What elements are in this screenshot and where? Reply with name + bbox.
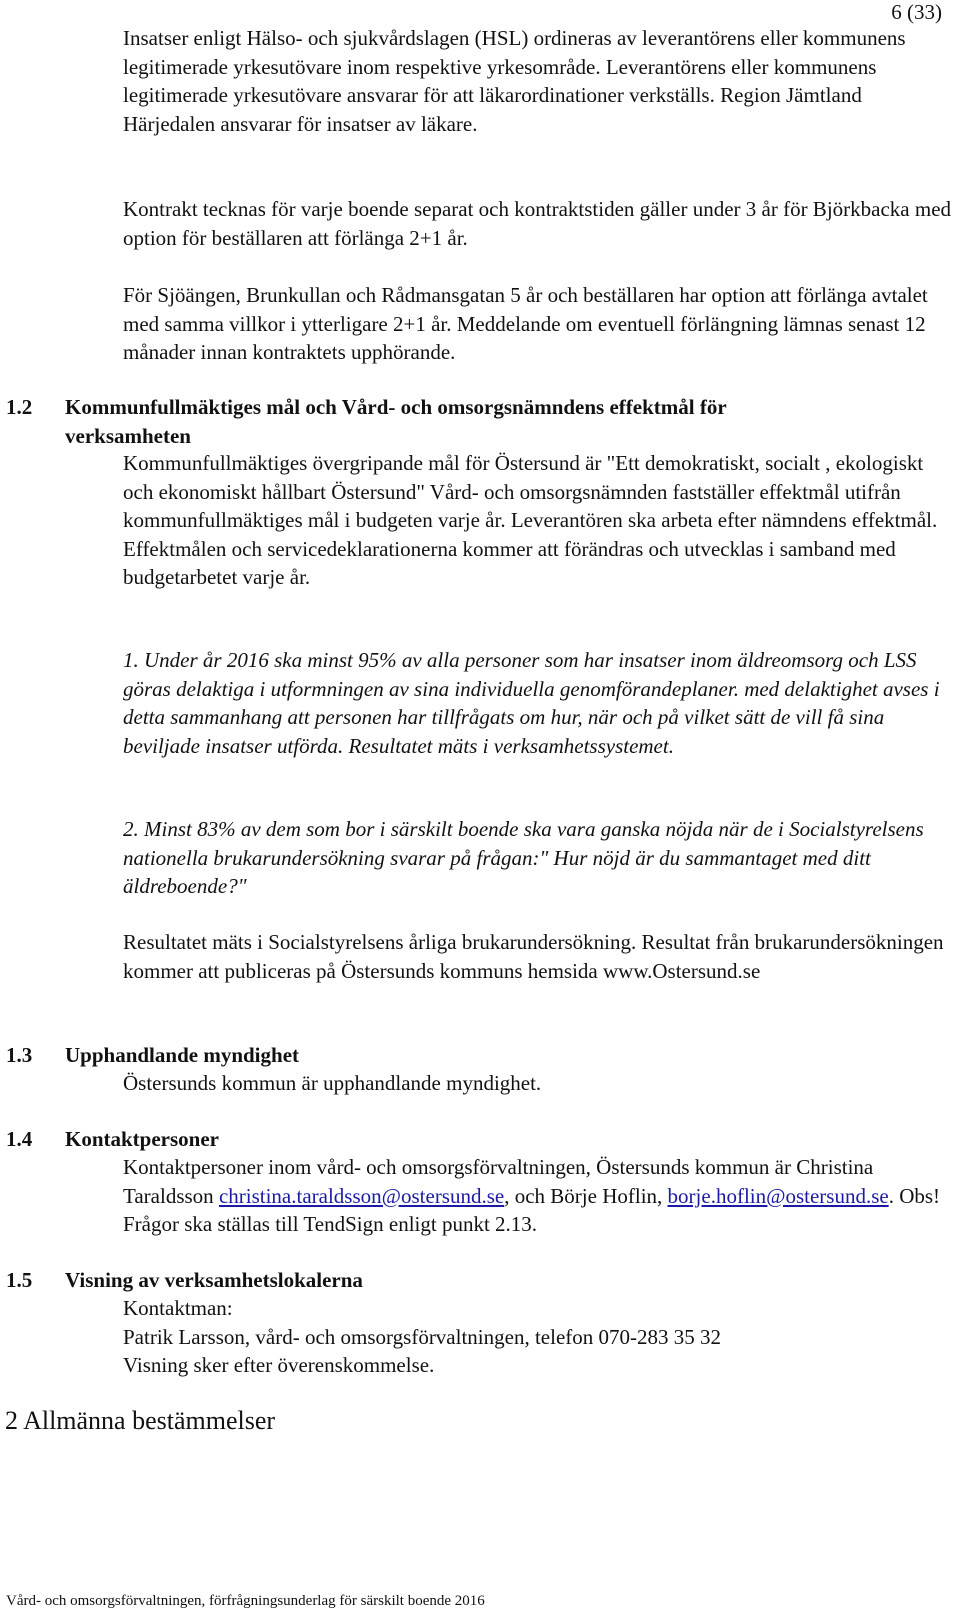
goal-1 <box>123 646 958 760</box>
section-1-2-body <box>123 449 958 592</box>
contact-text-3: . Obs! Frågor ska ställas till TendSign enligt punkt 2.13. <box>123 1183 941 1237</box>
intro-text-1: Insatser enligt Hälso- och sjukvårdslagen (HSL) ordineras av leverantörens eller kommunens legitimerade yrkesutövare inom respektive yrkesområde. Leverantörens eller kommunens legitimerade yrkesutövare ansvarar för att läkarordinationer verkställs. Region Jämtland Härjedalen ansvarar för insatser av läkare. <box>123 26 906 136</box>
heading-1-4-number: 1.4 <box>6 1127 33 1151</box>
section-1-2-text: Kommunfullmäktiges övergripande mål för Östersund är "Ett demokratiskt, socialt , ekologiskt och ekonomiskt hållbart Östersund" Vård- och omsorgsnämnden fastställer effektmål utifrån kommunfullmäktiges mål i budgeten varje år. Leverantören ska arbeta efter nämndens effektmål. Effektmålen och servicedeklarationerna kommer att förändras och utvecklas i samband med budgetarbetet varje år. <box>123 451 938 590</box>
heading-1-2 <box>6 393 946 450</box>
section-1-5-line2: Patrik Larsson, vård- och omsorgsförvaltningen, telefon 070-283 35 32 <box>123 1324 721 1349</box>
section-1-5-line3: Visning sker efter överenskommelse. <box>123 1353 435 1378</box>
page-number: 6 (33) <box>891 0 942 24</box>
section-1-4-body <box>123 1153 958 1239</box>
email-link-borje[interactable]: borje.hoflin@ostersund.se <box>667 1183 889 1208</box>
section-1-4-text <box>123 1153 958 1239</box>
section-1-3-text: Östersunds kommun är upphandlande myndighet. <box>123 1071 542 1095</box>
intro-paragraph-option <box>123 281 958 367</box>
heading-1-2-title-line2: verksamheten <box>65 423 191 448</box>
result-paragraph <box>123 928 958 985</box>
intro-text-3: För Sjöängen, Brunkullan och Rådmansgatan 5 år och beställaren har option att förlänga avtalet med samma villkor i ytterligare 2+1 år. Meddelande om eventuell förlängning lämnas senast 12 månader innan kontraktets upphörande. <box>123 283 928 365</box>
goal-2 <box>123 815 958 901</box>
contact-text-1: Kontaktpersoner inom vård- och omsorgsförvaltningen, Östersunds kommun är Christina Taraldsson <box>123 1155 874 1208</box>
section-1-5-line1: Kontaktman: <box>123 1296 233 1320</box>
page-footer: Vård- och omsorgsförvaltningen, förfrågningsunderlag för särskilt boende 2016 <box>6 1593 485 1609</box>
heading-1-2-title-line1: Kommunfullmäktiges mål och Vård- och omsorgsnämndens effektmål för <box>65 395 727 419</box>
result-text: Resultatet mäts i Socialstyrelsens årliga brukarundersökning. Resultat från brukarundersökningen kommer att publiceras på Östersunds kommuns hemsida www.Ostersund.se <box>123 930 944 983</box>
goal-1-text: 1. Under år 2016 ska minst 95% av alla personer som har insatser inom äldreomsorg och LSS göras delaktiga i utformningen av sina individuella genomförandeplaner. med delaktighet avses i detta sammanhang att personen har tillfrågats om hur, när och på vilket sätt de vill få sina beviljade insatser utförda. Resultatet mäts i verksamhetssystemet. <box>123 648 940 758</box>
intro-text-2: Kontrakt tecknas för varje boende separat och kontraktstiden gäller under 3 år för Björkbacka med option för beställaren att förlänga 2+1 år. <box>123 197 952 250</box>
goal-2-text: 2. Minst 83% av dem som bor i särskilt boende ska vara ganska nöjda när de i Socialstyrelsens nationella brukarundersökning svarar på frågan:" Hur nöjd är du sammantaget med ditt äldreboende?" <box>123 817 924 899</box>
heading-1-2-number: 1.2 <box>6 395 33 419</box>
heading-1-3-title: Upphandlande myndighet <box>65 1043 300 1067</box>
heading-1-5-title: Visning av verksamhetslokalerna <box>65 1268 363 1292</box>
contact-text-2: , och Börje Hoflin, <box>504 1183 668 1208</box>
email-link-christina[interactable]: christina.taraldsson@ostersund.se <box>218 1183 505 1208</box>
heading-1-4 <box>6 1125 946 1154</box>
heading-1-3 <box>6 1041 946 1070</box>
section-1-5-body <box>123 1294 958 1380</box>
intro-paragraph-hsl <box>123 24 958 138</box>
heading-1-5 <box>6 1266 946 1295</box>
section-1-3-body <box>123 1069 958 1098</box>
heading-1-3-number: 1.3 <box>6 1043 33 1067</box>
section-2-title: 2 Allmänna bestämmelser <box>5 1406 276 1435</box>
intro-paragraph-contract <box>123 195 958 252</box>
heading-1-5-number: 1.5 <box>6 1268 33 1292</box>
heading-1-4-title: Kontaktpersoner <box>65 1127 219 1151</box>
